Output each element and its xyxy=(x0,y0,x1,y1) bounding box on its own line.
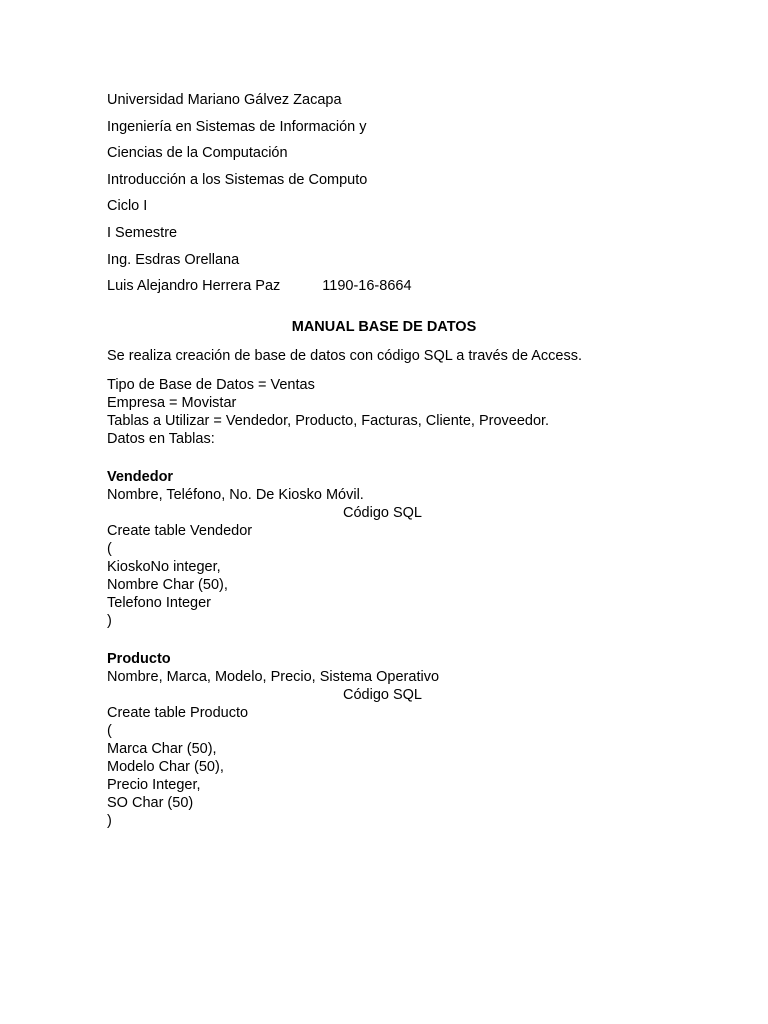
code-line: Create table Producto xyxy=(107,704,249,721)
code-line: ( xyxy=(107,540,112,557)
student-line xyxy=(107,276,707,303)
database-info xyxy=(107,376,707,448)
code-label: Código SQL xyxy=(343,504,422,521)
info-line-db-type: Tipo de Base de Datos = Ventas xyxy=(107,376,315,393)
faculty-line-2: Ciencias de la Computación xyxy=(107,145,288,162)
intro-paragraph: Se realiza creación de base de datos con código SQL a través de Access. xyxy=(107,347,583,364)
code-line: Marca Char (50), xyxy=(107,740,217,757)
code-line: ( xyxy=(107,722,112,739)
cycle: Ciclo I xyxy=(107,198,148,215)
code-line: SO Char (50) xyxy=(107,794,194,811)
document-page xyxy=(107,90,707,830)
course-name: Introducción a los Sistemas de Computo xyxy=(107,171,368,188)
student-name: Luis Alejandro Herrera Paz xyxy=(107,278,281,295)
code-line: ) xyxy=(107,812,112,829)
code-line: Precio Integer, xyxy=(107,776,201,793)
semester: I Semestre xyxy=(107,224,178,241)
code-label: Código SQL xyxy=(343,686,422,703)
code-line: Nombre Char (50), xyxy=(107,576,228,593)
code-line: Telefono Integer xyxy=(107,594,211,611)
info-line-company: Empresa = Movistar xyxy=(107,394,237,411)
section-title: Vendedor xyxy=(107,468,174,485)
code-line: Modelo Char (50), xyxy=(107,758,224,775)
student-id: 1190-16-8664 xyxy=(322,278,412,295)
info-line-data-label: Datos en Tablas: xyxy=(107,430,215,447)
header-block xyxy=(107,90,707,303)
code-line: Create table Vendedor xyxy=(107,522,253,539)
teacher-name: Ing. Esdras Orellana xyxy=(107,251,240,268)
faculty-line-1: Ingeniería en Sistemas de Información y xyxy=(107,118,367,135)
section-vendedor xyxy=(107,468,707,630)
section-title: Producto xyxy=(107,650,171,667)
info-line-tables: Tablas a Utilizar = Vendedor, Producto, Facturas, Cliente, Proveedor. xyxy=(107,412,550,429)
code-line: ) xyxy=(107,612,112,629)
section-producto xyxy=(107,650,707,830)
code-line: KioskoNo integer, xyxy=(107,558,221,575)
university-name: Universidad Mariano Gálvez Zacapa xyxy=(107,92,342,108)
section-fields: Nombre, Marca, Modelo, Precio, Sistema Operativo xyxy=(107,668,440,685)
document-title: MANUAL BASE DE DATOS xyxy=(291,318,477,335)
section-fields: Nombre, Teléfono, No. De Kiosko Móvil. xyxy=(107,486,364,503)
